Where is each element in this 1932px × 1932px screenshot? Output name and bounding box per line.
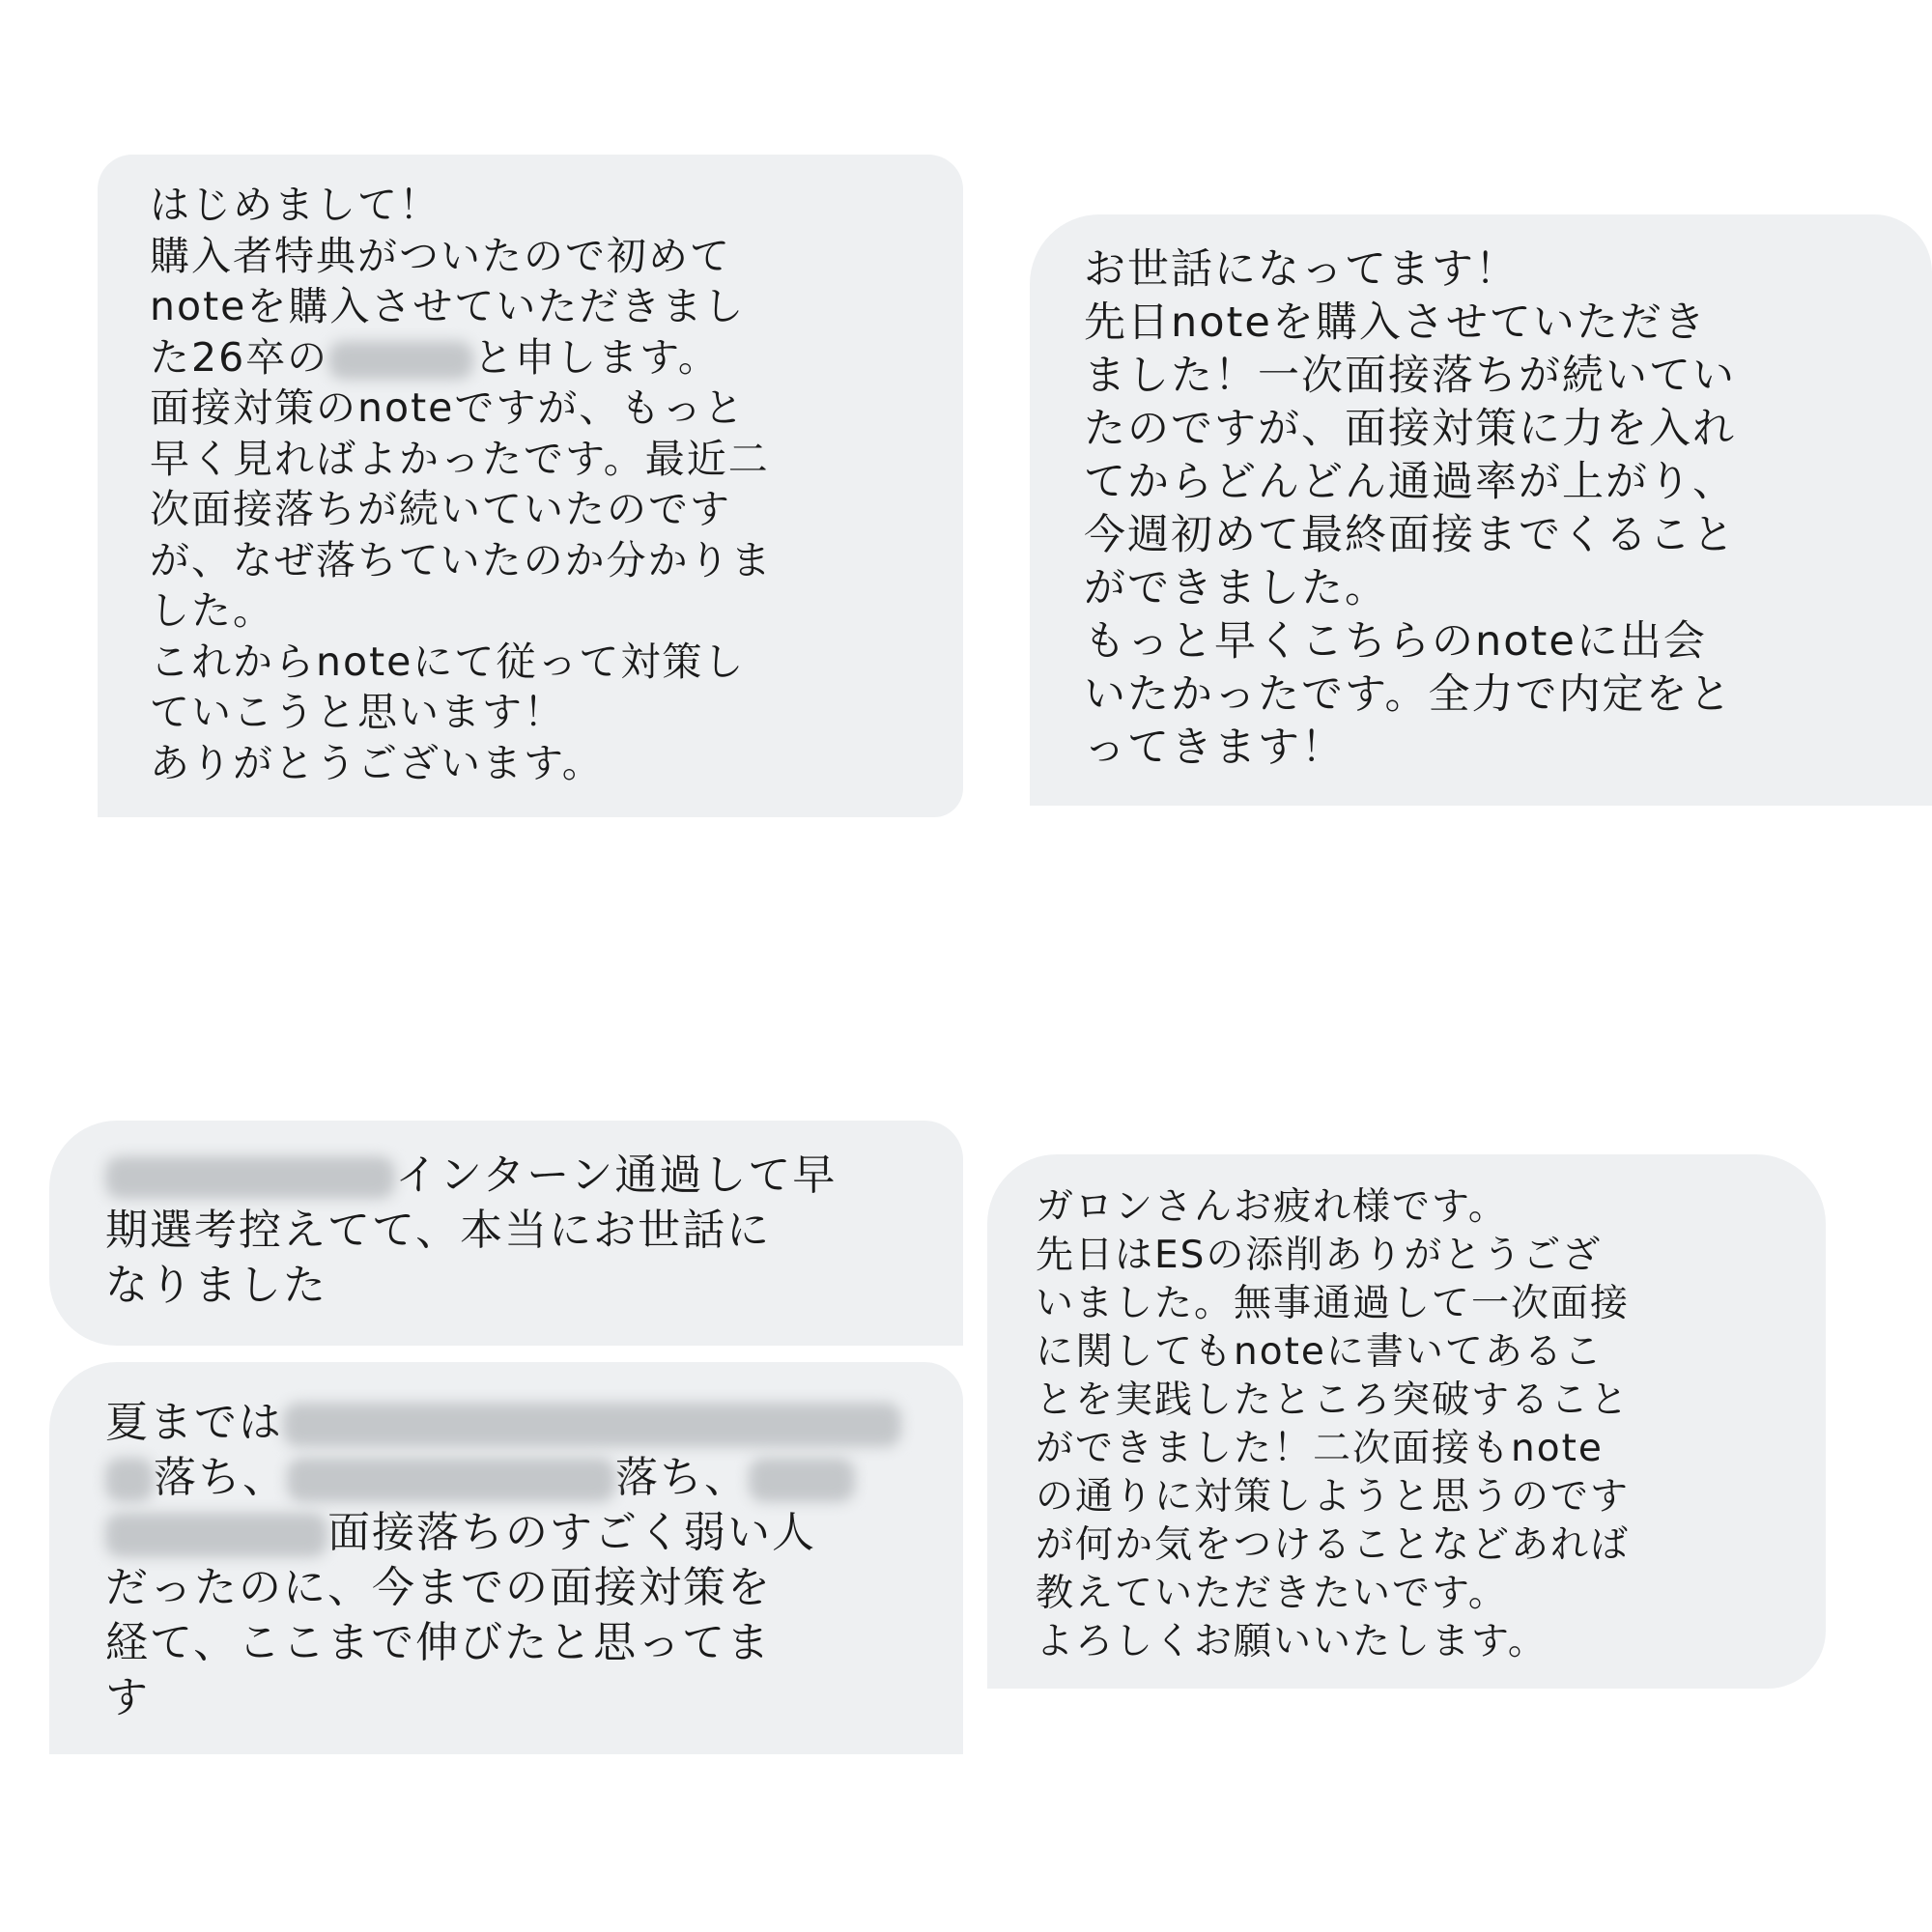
message-line: なりました xyxy=(105,1261,327,1310)
message-line: ました！一次面接落ちが続いてい xyxy=(1084,352,1736,400)
message-line: 経て、ここまで伸びたと思ってま xyxy=(105,1618,772,1667)
message-text: 夏までは xyxy=(105,1398,283,1447)
message-text: 落ち、 xyxy=(154,1453,287,1502)
redacted-text xyxy=(105,1458,154,1502)
message-line: の通りに対策しようと思うのです xyxy=(1036,1475,1631,1519)
message-text: 落ち、 xyxy=(615,1453,749,1502)
message-line: もっと早くこちらのnoteに出会 xyxy=(1084,617,1707,666)
redacted-text xyxy=(749,1458,855,1502)
message-line: ありがとうございます。 xyxy=(150,739,604,786)
message-line xyxy=(105,1450,953,1505)
message-line: ガロンさんお疲れ様です。 xyxy=(1036,1185,1508,1229)
message-line xyxy=(105,1148,953,1203)
message-line: ていこうと思います！ xyxy=(150,689,565,735)
message-line: ができました！二次面接もnote xyxy=(1036,1427,1604,1470)
message-line: てからどんどん通過率が上がり、 xyxy=(1084,458,1736,506)
message-line xyxy=(105,1395,953,1450)
message-line xyxy=(105,1505,953,1560)
message-line: 期選考控えてて、本当にお世話に xyxy=(105,1206,772,1255)
message-line: に関してもnoteに書いてあるこ xyxy=(1036,1330,1604,1374)
message-bubble xyxy=(49,1362,963,1754)
message-bubble xyxy=(987,1154,1826,1689)
message-line: だったのに、今までの面接対策を xyxy=(105,1563,772,1612)
message-line: たのですが、面接対策に力を入れ xyxy=(1084,405,1736,453)
message-line: 次面接落ちが続いていたのです xyxy=(150,486,731,532)
message-line: が、なぜ落ちていたのか分かりま xyxy=(150,536,773,583)
message-line: した。 xyxy=(150,587,274,634)
message-bubble xyxy=(98,155,963,817)
message-line: いたかったです。全力で内定をと xyxy=(1084,670,1733,719)
message-line xyxy=(150,332,911,384)
message-line: はじめまして！ xyxy=(150,182,440,228)
message-line: よろしくお願いいたします。 xyxy=(1036,1620,1548,1663)
redacted-name xyxy=(328,341,473,380)
message-line: 先日はESの添削ありがとうござ xyxy=(1036,1234,1603,1277)
redacted-text xyxy=(105,1513,327,1557)
message-bubble xyxy=(1030,214,1932,806)
message-bubble xyxy=(49,1121,963,1346)
message-line: 先日noteを購入させていただき xyxy=(1084,298,1707,347)
message-line: 今週初めて最終面接までくること xyxy=(1084,511,1736,559)
message-text: 面接落ちのすごく弱い人 xyxy=(327,1508,816,1557)
message-text: と申します。 xyxy=(473,333,720,381)
message-line: お世話になってます！ xyxy=(1084,245,1519,294)
message-line: とを実践したところ突破すること xyxy=(1036,1378,1631,1422)
message-text: インターン通過して早 xyxy=(395,1151,838,1200)
message-line: ができました。 xyxy=(1084,564,1388,612)
message-line: す xyxy=(105,1673,150,1722)
message-line: いました。無事通過して一次面接 xyxy=(1036,1282,1631,1325)
message-line: noteを購入させていただきまし xyxy=(150,283,746,329)
message-line: 面接対策のnoteですが、もっと xyxy=(150,384,746,431)
redacted-text xyxy=(287,1458,615,1502)
message-text: た26卒の xyxy=(150,333,329,381)
message-line: が何か気をつけることなどあれば xyxy=(1036,1523,1631,1567)
message-line: 教えていただきたいです。 xyxy=(1036,1572,1508,1615)
message-line: これからnoteにて従って対策し xyxy=(150,638,746,685)
message-line: ってきます！ xyxy=(1084,724,1345,772)
redacted-text xyxy=(283,1403,901,1447)
message-line: 早く見ればよかったです。最近二 xyxy=(150,435,770,482)
redacted-text xyxy=(105,1156,395,1199)
message-line: 購入者特典がついたので初めて xyxy=(150,232,731,279)
